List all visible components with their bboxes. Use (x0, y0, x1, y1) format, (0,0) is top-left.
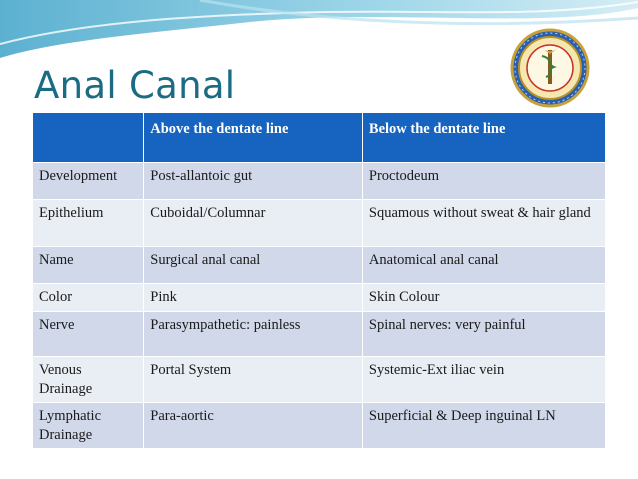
header-below-dentate: Below the dentate line (362, 113, 605, 163)
row-label: Nerve (33, 312, 144, 357)
row-label: Epithelium (33, 200, 144, 247)
row-below: Systemic-Ext iliac vein (362, 357, 605, 403)
table-row (33, 312, 606, 357)
table-row (33, 247, 606, 284)
row-above: Parasympathetic: painless (144, 312, 363, 357)
row-label: Name (33, 247, 144, 284)
row-label: Lymphatic Drainage (33, 403, 144, 449)
row-above: Surgical anal canal (144, 247, 363, 284)
row-below: Squamous without sweat & hair gland (362, 200, 605, 247)
row-below: Proctodeum (362, 163, 605, 200)
comparison-table (32, 112, 606, 449)
row-above: Para-aortic (144, 403, 363, 449)
row-below: Superficial & Deep inguinal LN (362, 403, 605, 449)
table-row (33, 200, 606, 247)
row-above: Pink (144, 284, 363, 312)
row-below: Spinal nerves: very painful (362, 312, 605, 357)
row-label: Color (33, 284, 144, 312)
table-row (33, 357, 606, 403)
row-above: Cuboidal/Columnar (144, 200, 363, 247)
table-row (33, 284, 606, 312)
row-below: Skin Colour (362, 284, 605, 312)
row-label: Venous Drainage (33, 357, 144, 403)
slide-title: Anal Canal (34, 64, 236, 107)
row-label: Development (33, 163, 144, 200)
table-row (33, 403, 606, 449)
header-above-dentate: Above the dentate line (144, 113, 363, 163)
row-above: Post-allantoic gut (144, 163, 363, 200)
row-below: Anatomical anal canal (362, 247, 605, 284)
table-row (33, 163, 606, 200)
header-empty-cell (33, 113, 144, 163)
medical-emblem-seal-icon (496, 26, 604, 110)
row-above: Portal System (144, 357, 363, 403)
table-header-row (33, 113, 606, 163)
